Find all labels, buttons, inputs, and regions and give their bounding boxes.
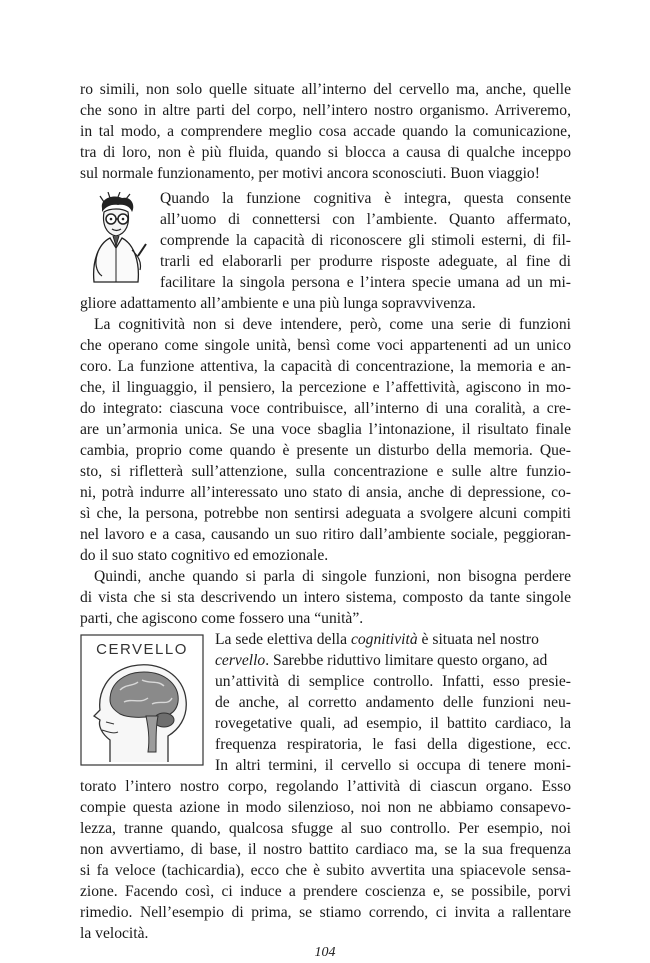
text-line: sì che, la persona, potrebbe non sentirsi adeguata a svolgere alcuni compiti <box>80 505 571 522</box>
text-line: do integrato: ciascuna voce contribuisce, all’interno di una coralità, a cre- <box>80 400 571 417</box>
text-line: Quindi, anche quando si parla di singole funzioni, non bisogna perdere <box>94 568 571 585</box>
text-span: . Sarebbe riduttivo limitare questo organo, ad <box>265 652 548 669</box>
text-line: un’attività di semplice controllo. Infatti, esso presie- <box>215 673 571 690</box>
text-line: parti, che agiscono come fossero una “unità”. <box>80 610 364 627</box>
emphasis: cognitività <box>350 631 418 648</box>
text-line: Quando la funzione cognitiva è integra, questa consente <box>160 190 571 207</box>
text-span: La sede elettiva della <box>215 631 351 648</box>
text-line: comprende la capacità di riconoscere gli stimoli esterni, di fil- <box>160 232 571 249</box>
text-line: coro. La funzione attentiva, la capacità di concentrazione, la memoria e an- <box>80 358 571 375</box>
text-line: sto, si rifletterà sull’attenzione, sulla concentrazione e sulle altre funzio- <box>80 463 571 480</box>
scientist-icon <box>80 192 152 284</box>
text-line: trarli ed elaborarli per produrre risposte adeguate, al fine di <box>160 253 571 270</box>
text-span: è situata nel nostro <box>417 631 539 648</box>
text-line: do il suo stato cognitivo ed emozionale. <box>80 547 329 564</box>
text-line: che sono in altre parti del corpo, nell’intero nostro organismo. Arriveremo, <box>80 102 571 119</box>
text-line: in tal modo, a comprendere meglio cosa accade quando la comunicazione, <box>80 123 571 140</box>
text-line: facilitare la singola persona e l’intera specie umana ad un mi- <box>160 274 571 291</box>
page-number: 104 <box>314 945 336 960</box>
text-line: rovegetative quali, ad esempio, il battito cardiaco, la <box>215 715 571 732</box>
text-line: de anche, al corretto andamento delle funzioni neu- <box>215 694 571 711</box>
brain-label: CERVELLO <box>96 641 188 658</box>
text-line: cambia, proprio come quando è presente un disturbo della memoria. Que- <box>80 442 571 459</box>
text-line <box>215 629 571 650</box>
text-line: torato l’intero nostro corpo, regolando l’attività di ciascun organo. Esso <box>80 778 571 795</box>
text-line: sul normale funzionamento, per motivi ancora sconosciuti. Buon viaggio! <box>80 165 540 182</box>
text-line: all’uomo di connettersi con l’ambiente. Quanto affermato, <box>160 211 571 228</box>
text-line: lezza, tranne quando, qualcosa sfugge al suo controllo. Per esempio, noi <box>80 820 571 837</box>
brain-head-icon <box>80 634 204 766</box>
text-line: rimedio. Nell’esempio di prima, se stiamo correndo, ci invita a rallentare <box>80 904 571 921</box>
text-line: non avvertiamo, di base, il nostro battito cardiaco ma, se la sua frequenza <box>80 841 571 858</box>
text-line: di vista che si sta descrivendo un intero sistema, composto da tante singole <box>80 589 571 606</box>
text-line: frequenza respiratoria, le fasi della digestione, ecc. <box>215 736 571 753</box>
text-line: che operano come singole unità, bensì come voci appartenenti ad un unico <box>80 337 571 354</box>
text-line: ro simili, non solo quelle situate all’interno del cervello ma, anche, quelle <box>80 81 571 98</box>
text-line: compie questa azione in modo silenzioso, noi non ne abbiamo consapevo- <box>80 799 571 816</box>
text-line <box>215 650 571 671</box>
text-line: nel lavoro e a casa, causando un suo ritiro dall’ambiente sociale, peggioran- <box>80 526 571 543</box>
text-line: la velocità. <box>80 925 149 942</box>
text-line: ni, potrà indurre all’interessato uno stato di ansia, anche di depressione, co- <box>80 484 571 501</box>
text-line: gliore adattamento all’ambiente e una più lunga sopravvivenza. <box>80 295 476 312</box>
text-line: si fa veloce (tachicardia), ecco che è subito avvertita una spiacevole sensa- <box>80 862 571 879</box>
scientist-illustration <box>80 192 152 284</box>
text-line: che, il linguaggio, il pensiero, la percezione e l’affettività, agiscono in mo- <box>80 379 571 396</box>
text-line: In altri termini, il cervello si occupa di tenere moni- <box>215 757 571 774</box>
text-line: La cognitività non si deve intendere, però, come una serie di funzioni <box>94 316 571 333</box>
brain-illustration <box>80 634 204 766</box>
emphasis: cervello <box>215 652 266 669</box>
text-line: are un’armonia unica. Se una voce sbaglia l’intonazione, il risultato finale <box>80 421 571 438</box>
text-line: zione. Facendo così, ci induce a prendere coscienza e, se possibile, porvi <box>80 883 571 900</box>
text-line: tra di loro, non è più fluida, quando si blocca a causa di qualche inceppo <box>80 144 571 161</box>
